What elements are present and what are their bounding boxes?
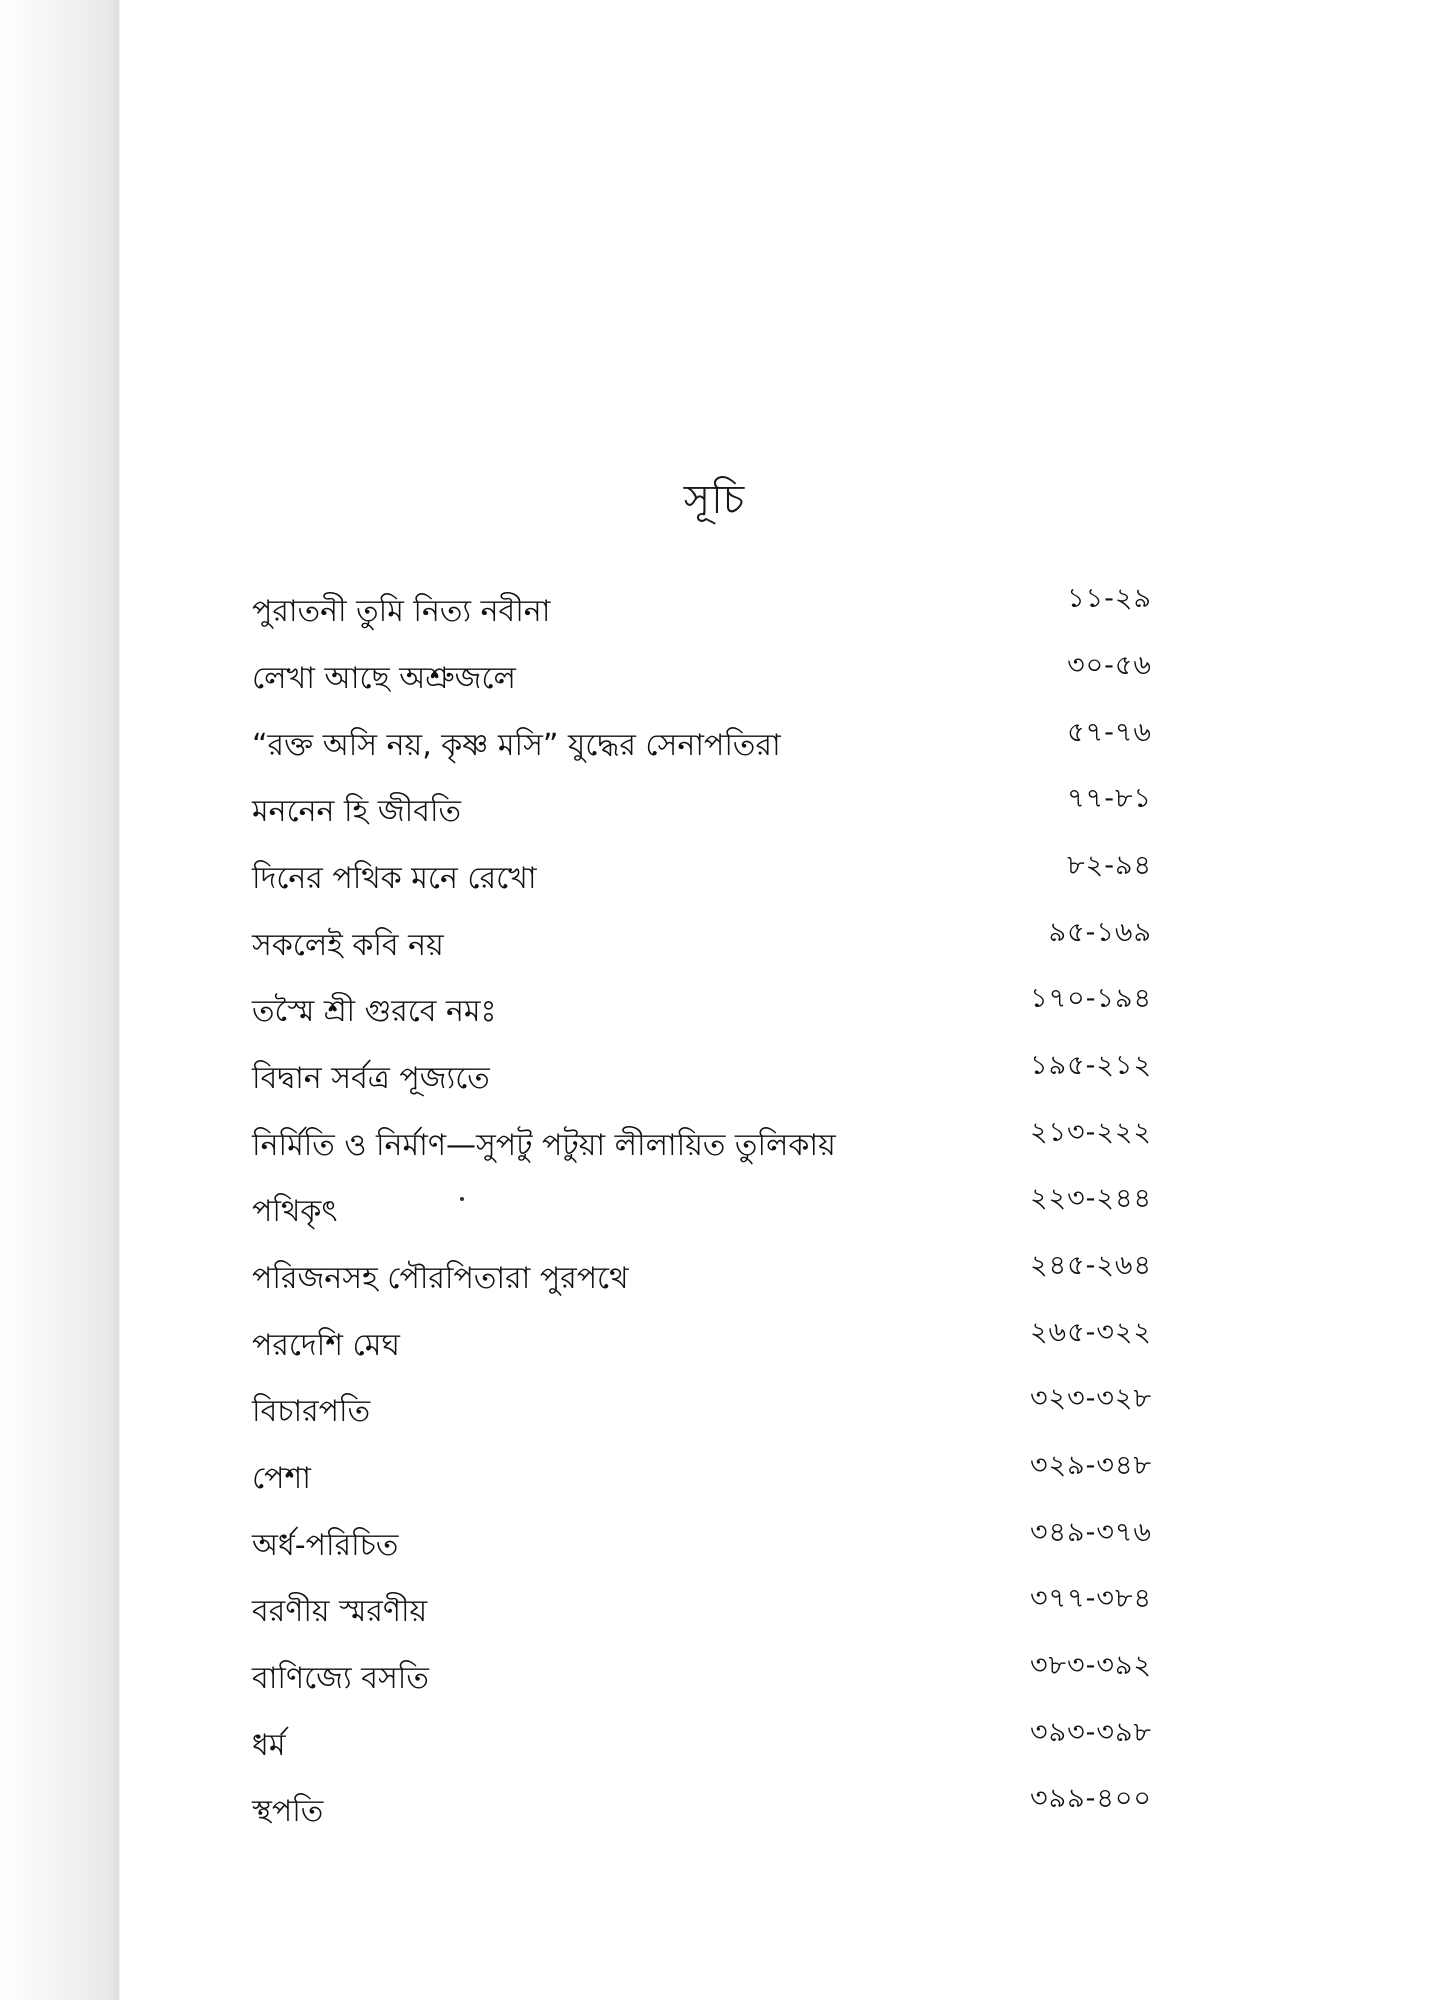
- page-title: সূচি: [683, 477, 746, 523]
- toc-item: [252, 1578, 1152, 1638]
- toc-entry-title: “রক্ত অসি নয়, কৃষ্ণ মসি” যুদ্ধের সেনাপতিরা: [252, 728, 781, 763]
- toc-entry-pages: ২৪৫-২৬৪: [1030, 1250, 1152, 1281]
- toc-item: [252, 845, 1152, 905]
- toc-entry-title: পুরাতনী তুমি নিত্য নবীনা: [252, 594, 551, 629]
- toc-item: [252, 1245, 1152, 1305]
- toc-entry-pages: ৩৯৯-৪০০: [1030, 1783, 1152, 1814]
- toc-entry-title: পরিজনসহ পৌরপিতারা পুরপথে: [252, 1261, 629, 1296]
- toc-entry-pages: ১১-২৯: [1067, 583, 1152, 614]
- toc-entry-title: তস্মৈ শ্রী গুরবে নমঃ: [252, 994, 497, 1029]
- table-of-contents: [252, 578, 1152, 1848]
- toc-entry-title: বাণিজ্যে বসতি: [252, 1661, 429, 1696]
- toc-entry-pages: ২১৩-২২২: [1029, 1117, 1152, 1148]
- toc-item: [252, 1178, 1152, 1238]
- toc-item: [252, 1312, 1152, 1372]
- toc-entry-title: লেখা আছে অশ্রুজলে: [252, 661, 516, 696]
- toc-item: [252, 1645, 1152, 1705]
- toc-item: [252, 1778, 1152, 1838]
- toc-entry-pages: ৩৯৩-৩৯৮: [1030, 1717, 1152, 1748]
- toc-entry-pages: ১৭০-১৯৪: [1030, 983, 1152, 1014]
- toc-entry-pages: ৫৭-৭৬: [1067, 717, 1152, 748]
- toc-entry-pages: ৩০-৫৬: [1067, 650, 1152, 681]
- toc-item: [252, 1445, 1152, 1505]
- toc-item: [252, 645, 1152, 705]
- toc-item: [252, 778, 1152, 838]
- toc-entry-pages: ২৬৫-৩২২: [1029, 1317, 1152, 1348]
- toc-entry-title: স্থপতি: [252, 1794, 324, 1829]
- toc-entry-pages: ৩২৩-৩২৮: [1029, 1383, 1152, 1414]
- toc-entry-pages: ৯৫-১৬৯: [1048, 917, 1152, 948]
- toc-item: [252, 978, 1152, 1038]
- toc-item: [252, 578, 1152, 638]
- toc-entry-pages: ২২৩-২৪৪: [1029, 1183, 1152, 1214]
- toc-item: [252, 1045, 1152, 1105]
- toc-entry-title: বিদ্বান সর্বত্র পূজ্যতে: [252, 1061, 490, 1096]
- toc-entry-title: বিচারপতি: [252, 1394, 371, 1429]
- toc-entry-pages: ৩৭৭-৩৮৪: [1029, 1583, 1152, 1614]
- toc-entry-title: বরণীয় স্মরণীয়: [252, 1594, 428, 1629]
- toc-item: [252, 1512, 1152, 1572]
- ink-speck: [460, 1197, 464, 1201]
- toc-item: [252, 1712, 1152, 1772]
- toc-entry-pages: ৩২৯-৩৪৮: [1030, 1450, 1152, 1481]
- toc-entry-pages: ১৯৫-২১২: [1030, 1050, 1152, 1081]
- toc-entry-title: নির্মিতি ও নির্মাণ—সুপটু পটুয়া লীলায়িত তুলিকায়: [252, 1128, 836, 1163]
- toc-entry-title: পেশা: [252, 1461, 311, 1496]
- toc-item: [252, 712, 1152, 772]
- toc-item: [252, 912, 1152, 972]
- toc-entry-title: মননেন হি জীবতি: [252, 794, 462, 829]
- page-gutter-shadow: [0, 0, 120, 2000]
- toc-entry-pages: ৩৮৩-৩৯২: [1029, 1650, 1152, 1681]
- toc-item: [252, 1112, 1152, 1172]
- toc-item: [252, 1378, 1152, 1438]
- toc-entry-title: অর্ধ-পরিচিত: [252, 1528, 399, 1563]
- toc-entry-title: ধর্ম: [252, 1728, 286, 1763]
- toc-entry-pages: ৭৭-৮১: [1067, 783, 1152, 814]
- toc-entry-title: পরদেশি মেঘ: [252, 1328, 400, 1363]
- toc-entry-title: সকলেই কবি নয়: [252, 928, 444, 963]
- toc-entry-pages: ৩৪৯-৩৭৬: [1029, 1517, 1152, 1548]
- toc-entry-title: পথিকৃৎ: [252, 1194, 338, 1229]
- toc-entry-title: দিনের পথিক মনে রেখো: [252, 861, 537, 896]
- toc-entry-pages: ৮২-৯৪: [1067, 850, 1152, 881]
